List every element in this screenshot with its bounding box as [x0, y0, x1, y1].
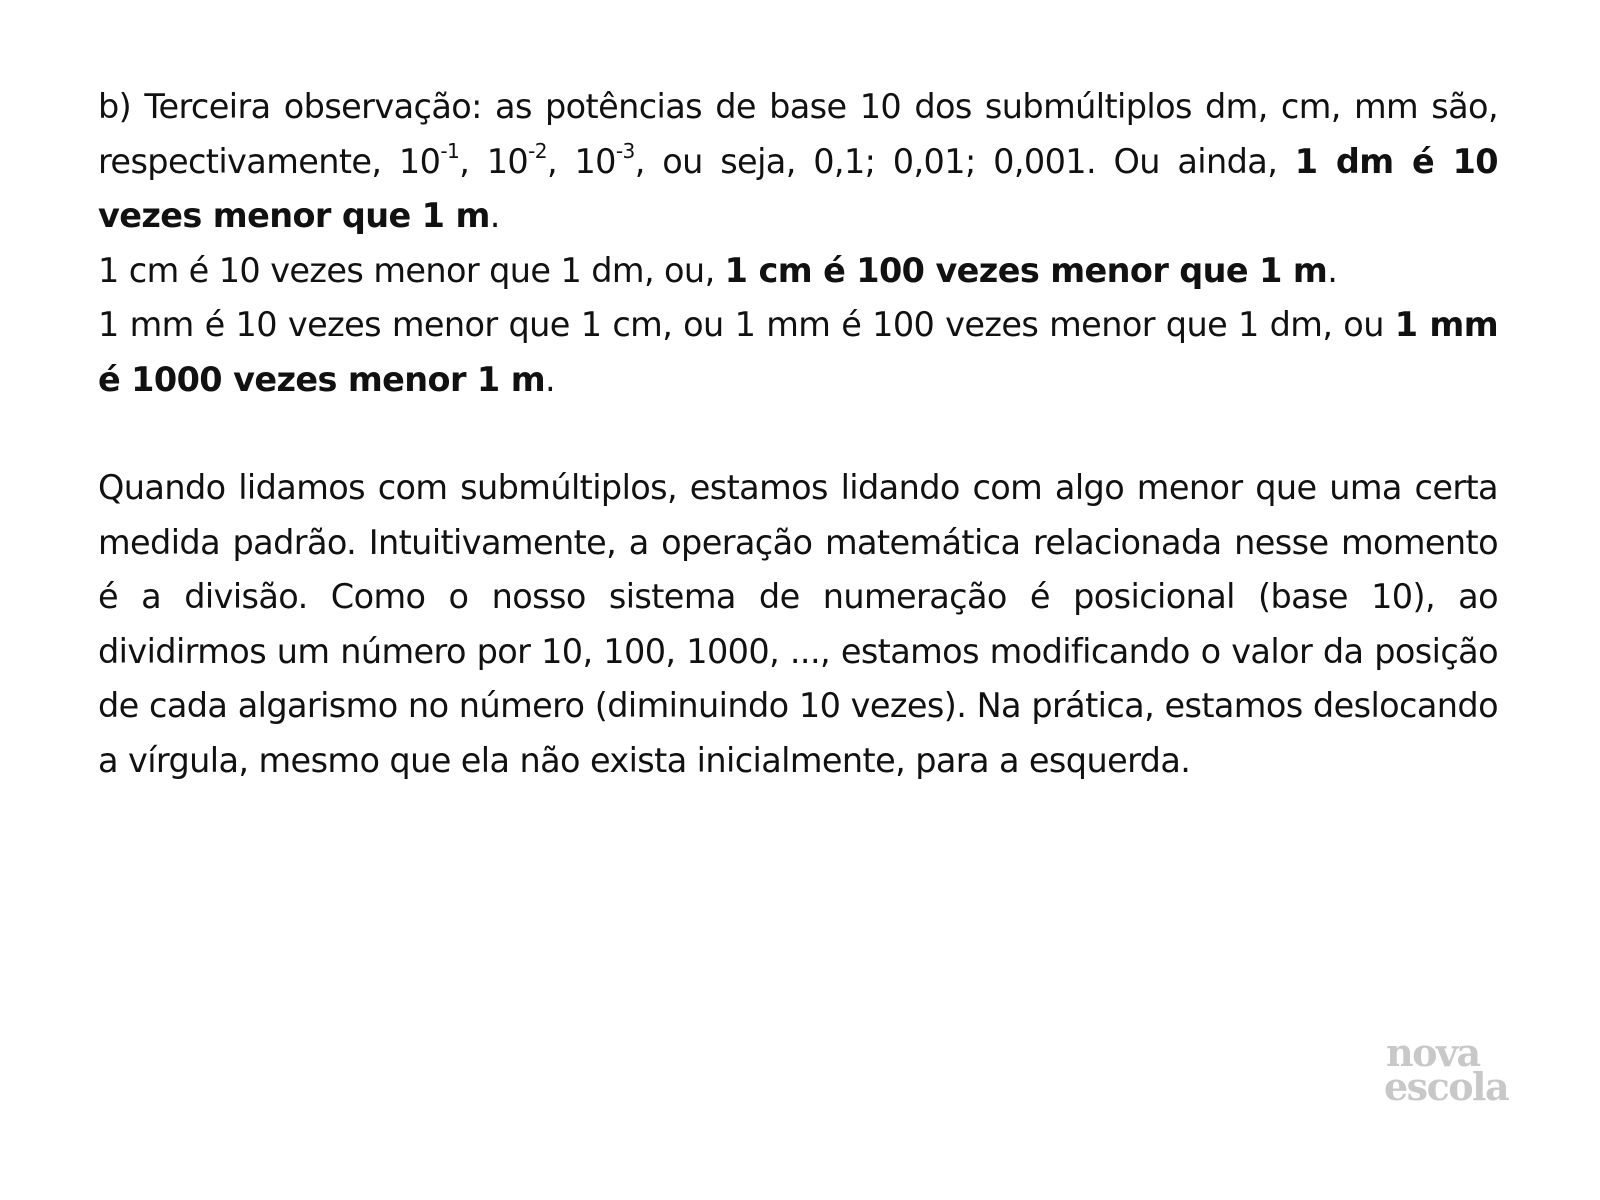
power-exponent: -2: [528, 138, 547, 163]
logo-line-escola: escola: [1384, 1064, 1509, 1109]
text-span: 1 mm é 10 vezes menor que 1 cm, ou 1 mm é 100 vezes menor que 1 dm, ou: [98, 305, 1395, 344]
period: .: [489, 196, 500, 235]
bold-statement: 1 cm é 100 vezes menor que 1 m: [724, 250, 1328, 290]
power-base: 10: [398, 141, 441, 181]
text-span: , ou seja, 0,1; 0,01; 0,001. Ou ainda,: [634, 141, 1295, 181]
power-exponent: -3: [615, 138, 635, 163]
paragraph-cm: [98, 244, 1498, 299]
paragraph-third-observation: [98, 80, 1498, 244]
nova-escola-logo: [1384, 1030, 1509, 1109]
document-page: [98, 80, 1498, 788]
power-base: 10: [574, 141, 616, 181]
paragraph-gap: [98, 407, 1498, 461]
bold-statement: 1 mm é 1000 vezes menor 1 m: [98, 305, 1498, 399]
separator: ,: [459, 141, 487, 181]
text-span: b) Terceira observação: as potências de base 10 dos submúltiplos dm, cm, mm são, respectivamente,: [98, 87, 1498, 181]
period: .: [545, 359, 556, 399]
separator: ,: [546, 141, 575, 181]
text-span: 1 cm é 10 vezes menor que 1 dm, ou,: [98, 250, 725, 290]
paragraph-submultiples-explanation: Quando lidamos com submúltiplos, estamos lidando com algo menor que uma certa medida padrão. Intuitivamente, a operação matemática relacionada nesse momento é a divisão. Como o nosso sistema de numeração é posicional (base 10), ao dividirmos um número por 10, 100, 1000, ..., estamos modificando o valor da posição de cada algarismo no número (diminuindo 10 vezes). Na prática, estamos deslocando a vírgula, mesmo que ela não exista inicialmente, para a esquerda.: [98, 468, 1498, 780]
period: .: [1327, 250, 1338, 290]
power-exponent: -1: [440, 138, 460, 163]
logo-line-nova: nova: [1386, 1030, 1480, 1075]
bold-statement: 1 dm é 10 vezes menor que 1 m: [98, 141, 1498, 235]
power-base: 10: [486, 141, 529, 181]
paragraph-mm: [98, 298, 1498, 407]
